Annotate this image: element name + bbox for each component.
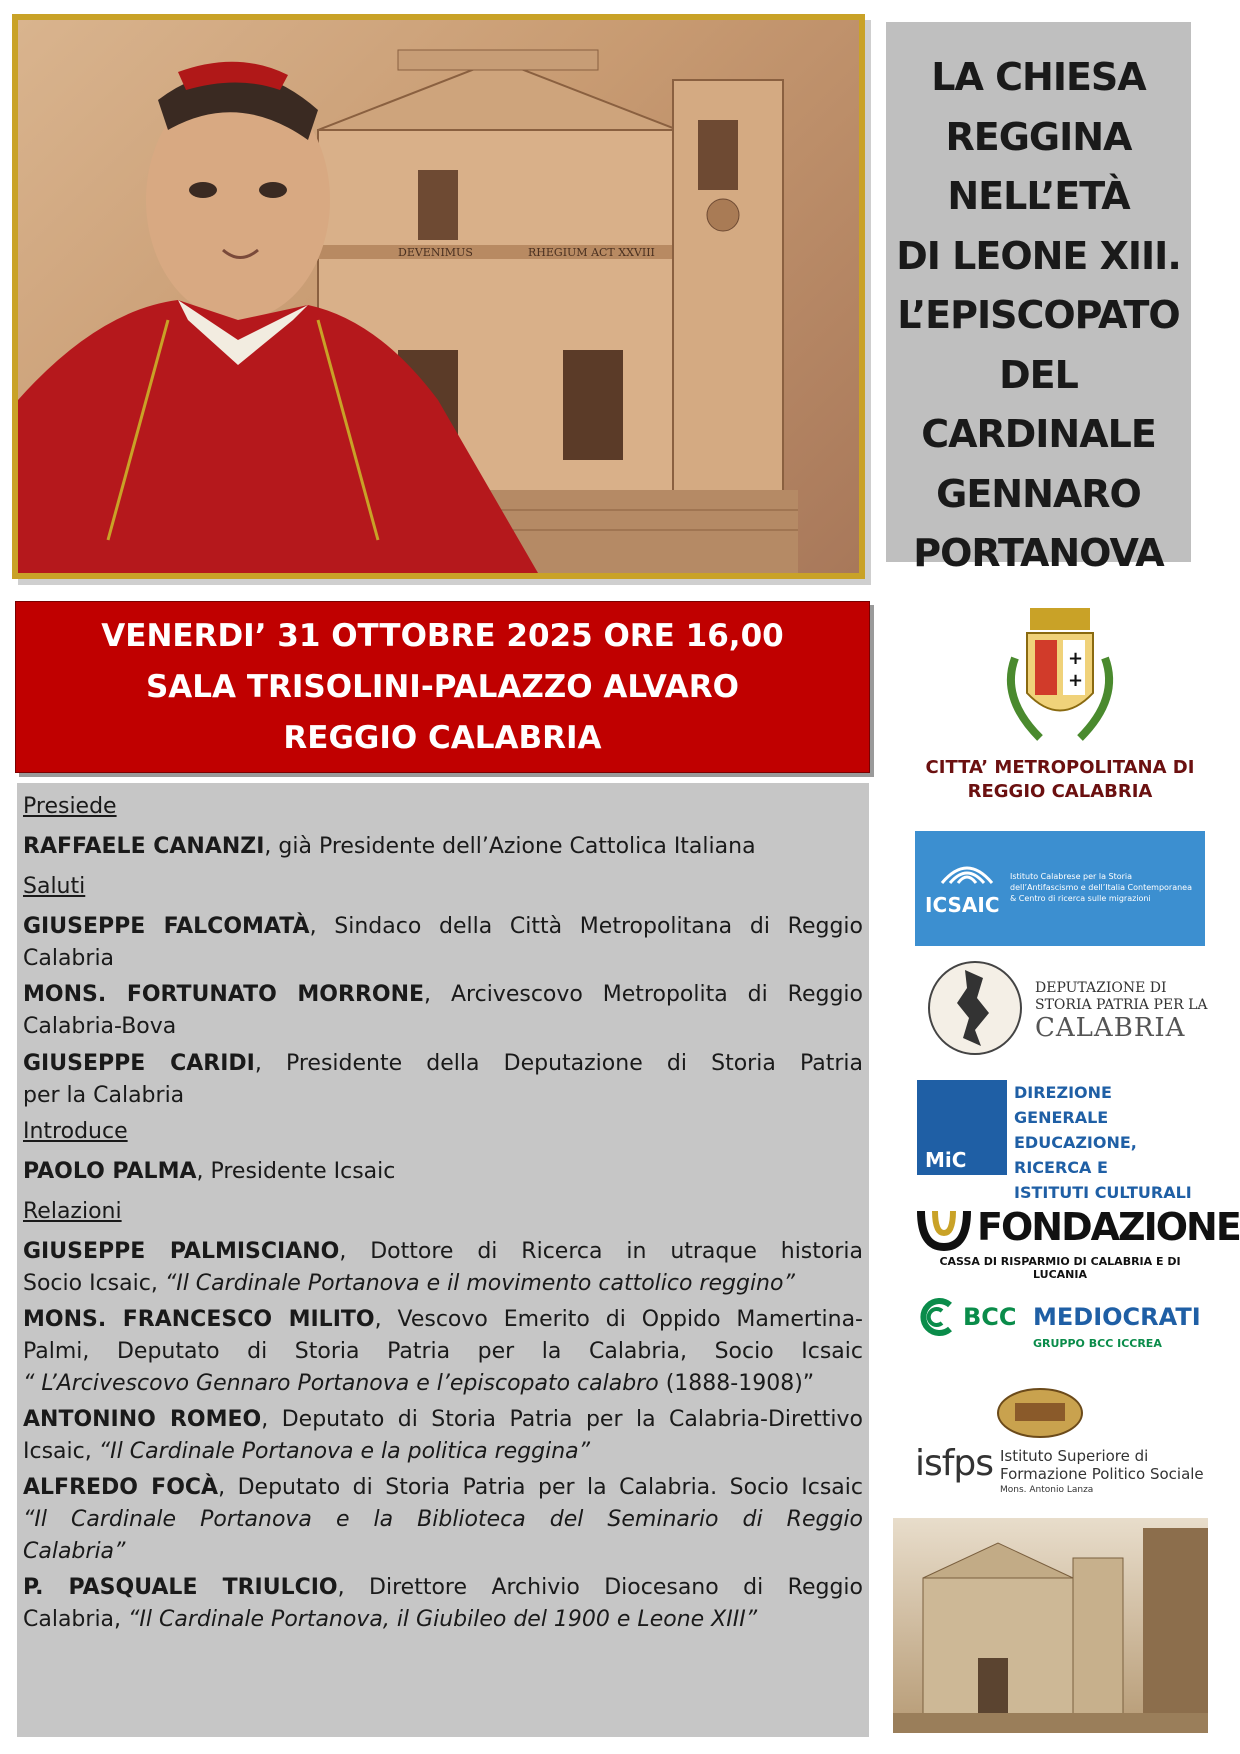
icsaic-name: ICSAIC [925, 893, 1000, 917]
talk-title: “Il Cardinale Portanova e la politica reggina” [98, 1439, 591, 1464]
speaker-role: , Deputato di Storia Patria per la Calabria. Socio Icsaic [218, 1475, 863, 1500]
speaker-entry [23, 911, 863, 943]
speaker-name: GIUSEPPE CARIDI [23, 1051, 255, 1076]
speaker-role-continued: Calabria, [23, 1607, 129, 1632]
fondazione-subtitle: CASSA DI RISPARMIO DI CALABRIA E DI LUCANIA [939, 1255, 1181, 1281]
fondazione-logo [915, 1205, 1240, 1281]
speaker-name: GIUSEPPE PALMISCIANO [23, 1239, 340, 1264]
speaker-name: MONS. FORTUNATO MORRONE [23, 982, 425, 1007]
speaker-role: , Presidente Icsaic [196, 1159, 396, 1184]
title-line: LA CHIESA [931, 55, 1146, 99]
speaker-talk [23, 1368, 863, 1400]
speaker-name: GIUSEPPE FALCOMATÀ [23, 914, 310, 939]
title-line: L’EPISCOPATO [897, 293, 1180, 337]
svg-text:+: + [1068, 648, 1084, 669]
speaker-entry [23, 1404, 863, 1436]
speaker-talk [23, 1436, 863, 1468]
speaker-entry [23, 1156, 863, 1188]
speaker-role: , Direttore Archivio Diocesano di Reggio [337, 1575, 863, 1600]
cathedral-photo [893, 1518, 1208, 1733]
speaker-role: , Presidente della Deputazione di Storia Patria [254, 1051, 863, 1076]
speaker-entry [23, 831, 863, 863]
mic-abbr: MiC [925, 1148, 967, 1172]
speaker-name: ALFREDO FOCÀ [23, 1475, 219, 1500]
speaker-role: , già Presidente dell’Azione Cattolica Italiana [264, 834, 756, 859]
bcc-mark-icon [918, 1297, 958, 1337]
cathedral-and-cardinal-illustration [18, 20, 859, 573]
speaker-role-continued: Calabria-Bova [23, 1014, 177, 1039]
talk-title: “ L’Arcivescovo Gennaro Portanova e l’episcopato calabro [23, 1371, 659, 1396]
title-line: DI LEONE XIII. [896, 233, 1181, 278]
speaker-entry [23, 1304, 863, 1336]
mic-text [1014, 1080, 1207, 1205]
event-banner [15, 601, 870, 773]
bcc-group: GRUPPO BCC ICCREA [1033, 1337, 1162, 1350]
title-box [886, 22, 1191, 575]
talk-title: “Il Cardinale Portanova e la Biblioteca del Seminario di Reggio [23, 1507, 863, 1532]
title-line: NELL’ETÀ [947, 174, 1130, 218]
speaker-talk [23, 1268, 863, 1300]
cathedral-photo-illustration [893, 1518, 1208, 1733]
mic-line: DIREZIONE GENERALE [1014, 1083, 1112, 1127]
event-date-time: VENERDI’ 31 OTTOBRE 2025 ORE 16,00 [101, 618, 784, 654]
section-saluti: Saluti [23, 874, 86, 899]
speaker-role: , Dottore di Ricerca in utraque historia [339, 1239, 863, 1264]
speaker-role-continued: Calabria [23, 946, 115, 971]
speaker-entry [23, 979, 863, 1011]
title-line: PORTANOVA [913, 531, 1164, 575]
speaker-role: , Arcivescovo Metropolita di Reggio [424, 982, 864, 1007]
bcc-name: BCC [963, 1303, 1017, 1331]
section-introduce: Introduce [23, 1119, 128, 1144]
deputazione-text [1035, 980, 1208, 1014]
speaker-entry [23, 1048, 863, 1080]
speaker-talk [23, 1604, 863, 1636]
bcc-logo [918, 1295, 1208, 1355]
deputazione-line: DEPUTAZIONE DI [1035, 980, 1167, 996]
section-presiede: Presiede [23, 794, 117, 819]
title-line: DEL CARDINALE [921, 352, 1156, 456]
speaker-name: RAFFAELE CANANZI [23, 834, 265, 859]
calabria-map-icon [925, 958, 1025, 1058]
icsaic-waves-icon [937, 853, 997, 889]
page-title [886, 48, 1191, 584]
program-box [17, 783, 869, 1737]
section-relazioni: Relazioni [23, 1199, 122, 1224]
isfps-line: Formazione Politico Sociale [1000, 1465, 1204, 1483]
mic-line: RICERCA E [1014, 1158, 1108, 1177]
speaker-role-continued: per la Calabria [23, 1083, 185, 1108]
talk-years: (1888-1908)” [658, 1371, 815, 1396]
bcc-mediocrati: MEDIOCRATI [1033, 1303, 1201, 1331]
event-city: REGGIO CALABRIA [283, 720, 602, 756]
fondazione-mark-icon [917, 1207, 972, 1252]
fondazione-name: FONDAZIONE [977, 1205, 1240, 1249]
mic-logo [917, 1080, 1207, 1202]
isfps-emblem-icon [995, 1385, 1085, 1440]
speaker-role: , Deputato di Storia Patria per la Calabria-Direttivo [261, 1407, 863, 1432]
title-line: GENNARO [936, 471, 1141, 516]
hero-painting [12, 14, 865, 579]
icsaic-logo [915, 831, 1205, 946]
speaker-role-continued: Palmi, Deputato di Storia Patria per la Calabria, Socio Icsaic [23, 1339, 863, 1364]
icsaic-full-name: Istituto Calabrese per la Storia dell’Antifascismo e dell’Italia Contemporanea & Centro di ricerca sulle migrazioni [1010, 872, 1192, 903]
facade-inscription-left: DEVENIMUS [398, 246, 473, 259]
title-line: REGGINA [945, 114, 1132, 159]
speaker-talk [23, 1504, 863, 1536]
talk-title: “Il Cardinale Portanova e il movimento cattolico reggino” [164, 1271, 795, 1296]
talk-title-continued: Calabria” [23, 1539, 126, 1564]
mic-emblem-icon [917, 1080, 1007, 1175]
mic-line: EDUCAZIONE, [1014, 1133, 1137, 1152]
event-venue: SALA TRISOLINI-PALAZZO ALVARO [145, 669, 739, 705]
citta-metropolitana-caption [895, 756, 1225, 804]
isfps-acronym: isfps [915, 1443, 994, 1484]
mic-line: ISTITUTI CULTURALI [1014, 1183, 1192, 1202]
speaker-talk [23, 1536, 863, 1568]
isfps-line: Istituto Superiore di [1000, 1447, 1149, 1465]
svg-text:+: + [1068, 670, 1084, 691]
deputazione-line: STORIA PATRIA PER LA [1035, 997, 1208, 1013]
isfps-mons: Mons. Antonio Lanza [1000, 1485, 1094, 1495]
deputazione-logo [920, 958, 1210, 1063]
speaker-entry [23, 1236, 863, 1268]
caption-line: REGGIO CALABRIA [967, 781, 1153, 802]
speaker-entry [23, 1572, 863, 1604]
speaker-role-continued: Socio Icsaic, [23, 1271, 165, 1296]
speaker-entry [23, 1472, 863, 1504]
facade-inscription-right: RHEGIUM ACT XXVIII [528, 246, 655, 259]
speaker-name: PAOLO PALMA [23, 1159, 197, 1184]
citta-metropolitana-crest-icon [985, 598, 1135, 748]
speaker-name: ANTONINO ROMEO [23, 1407, 262, 1432]
speaker-name: MONS. FRANCESCO MILITO [23, 1307, 375, 1332]
speaker-role-continued: Icsaic, [23, 1439, 99, 1464]
talk-title: “Il Cardinale Portanova, il Giubileo del 1900 e Leone XIII” [128, 1607, 758, 1632]
isfps-name [1000, 1447, 1204, 1483]
speaker-role: , Vescovo Emerito di Oppido Mamertina- [374, 1307, 863, 1332]
isfps-logo [915, 1385, 1205, 1495]
speaker-role: , Sindaco della Città Metropolitana di Reggio [309, 914, 863, 939]
caption-line: CITTA’ METROPOLITANA DI [925, 757, 1195, 778]
deputazione-calabria: CALABRIA [1035, 1013, 1186, 1043]
speaker-name: P. PASQUALE TRIULCIO [23, 1575, 338, 1600]
